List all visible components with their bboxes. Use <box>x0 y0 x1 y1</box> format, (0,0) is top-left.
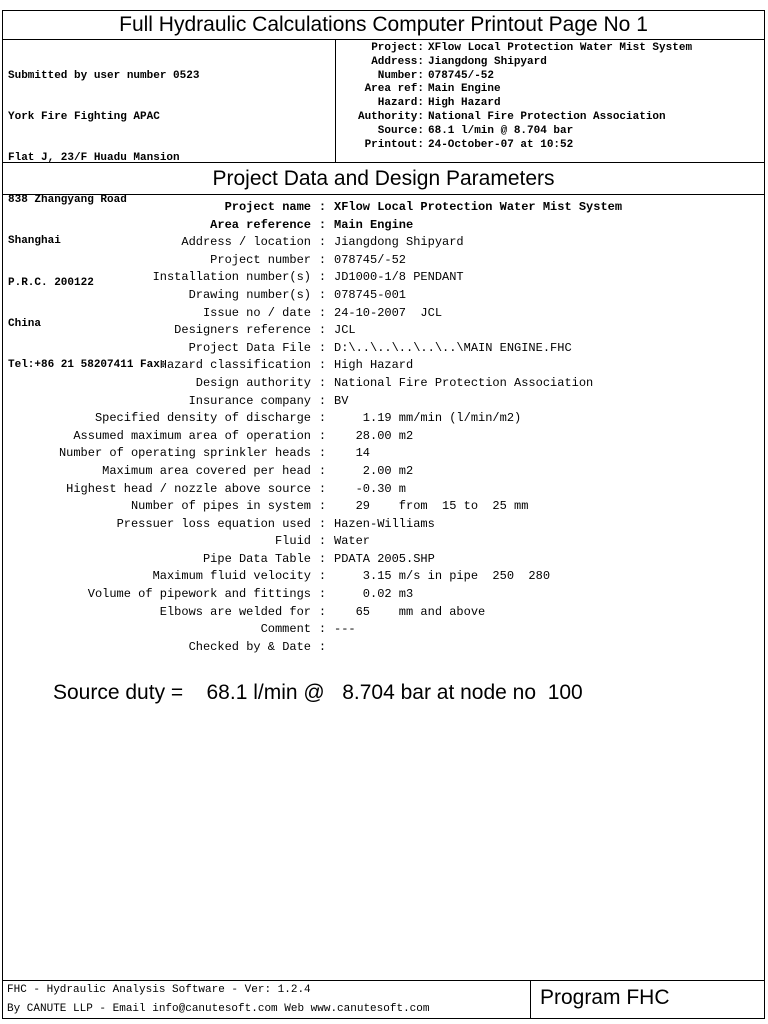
parameter-separator: : <box>318 551 327 566</box>
parameter-row <box>3 463 764 481</box>
project-info-value: 24-October-07 at 10:52 <box>428 138 574 151</box>
submitter-line: Flat J, 23/F Huadu Mansion <box>8 152 180 165</box>
parameter-separator: : <box>318 499 327 514</box>
parameter-separator: : <box>318 393 327 408</box>
program-label: Program FHC <box>540 986 670 1009</box>
parameter-separator: : <box>318 200 327 214</box>
parameter-separator: : <box>318 481 327 496</box>
parameter-row <box>3 252 764 270</box>
parameter-row <box>3 533 764 551</box>
parameter-value: Water <box>334 534 371 549</box>
parameter-value: PDATA 2005.SHP <box>334 551 435 566</box>
parameter-label: Elbows are welded for <box>159 604 311 619</box>
parameter-row <box>3 445 764 463</box>
project-info-value: National Fire Protection Association <box>428 110 666 123</box>
parameter-label: Maximum fluid velocity <box>152 569 311 584</box>
parameter-value: BV <box>334 393 349 408</box>
parameter-label: Design authority <box>195 375 311 390</box>
parameter-separator: : <box>318 604 327 619</box>
parameter-separator: : <box>318 446 327 461</box>
parameter-value: Hazen-Williams <box>334 516 435 531</box>
parameter-separator: : <box>318 411 327 426</box>
printout-page <box>2 10 765 1019</box>
parameter-label: Specified density of discharge <box>94 411 311 426</box>
parameter-label: Pressuer loss equation used <box>116 516 311 531</box>
parameter-label: Address / location <box>181 235 311 250</box>
parameter-row <box>3 621 764 639</box>
project-info-row <box>336 97 764 111</box>
parameter-value: 078745/-52 <box>334 252 407 267</box>
parameter-label: Assumed maximum area of operation <box>73 428 311 443</box>
parameter-separator: : <box>318 569 327 584</box>
parameter-value: 14 <box>334 446 371 461</box>
parameter-value: --- <box>334 622 356 637</box>
parameter-separator: : <box>318 323 327 338</box>
submitter-line: York Fire Fighting APAC <box>8 110 160 123</box>
parameter-value: 65 mm and above <box>334 604 486 619</box>
project-info-key: Source: <box>377 124 424 137</box>
parameter-value: 29 from 15 to 25 mm <box>334 499 529 514</box>
parameter-row <box>3 410 764 428</box>
parameter-separator: : <box>318 217 327 232</box>
parameter-label: Insurance company <box>188 393 311 408</box>
parameter-separator: : <box>318 305 327 320</box>
parameter-row <box>3 199 764 217</box>
parameter-value: 0.02 m3 <box>334 587 414 602</box>
submitter-line: 838 Zhangyang Road <box>8 193 127 206</box>
project-info-row <box>336 70 764 84</box>
parameter-value: Jiangdong Shipyard <box>334 235 464 250</box>
project-info-value: XFlow Local Protection Water Mist System <box>428 42 693 54</box>
footer-credits <box>3 981 531 1019</box>
project-info-row <box>336 125 764 139</box>
parameter-row <box>3 604 764 622</box>
parameter-separator: : <box>318 287 327 302</box>
parameter-separator: : <box>318 428 327 443</box>
parameter-separator: : <box>318 340 327 355</box>
page-title: Full Hydraulic Calculations Computer Printout Page No 1 <box>3 11 764 40</box>
source-duty: Source duty = 68.1 l/min @ 8.704 bar at node no 100 <box>53 681 583 704</box>
footer-line: FHC - Hydraulic Analysis Software - Ver: 1.2.4 <box>7 984 311 996</box>
parameter-row <box>3 322 764 340</box>
parameter-separator: : <box>318 587 327 602</box>
project-info-row <box>336 139 764 153</box>
submitter-line: Tel:+86 21 58207411 Fax: <box>8 359 167 372</box>
project-info-key: Address: <box>371 55 424 68</box>
submitter-line: Submitted by user number 0523 <box>8 69 200 82</box>
project-info-row <box>336 56 764 70</box>
parameter-label: Volume of pipework and fittings <box>87 587 311 602</box>
parameter-label: Fluid <box>274 534 311 549</box>
parameter-value: JCL <box>334 323 356 338</box>
parameter-label: Pipe Data Table <box>202 551 311 566</box>
parameter-value: High Hazard <box>334 358 414 373</box>
parameter-label: Number of operating sprinkler heads <box>58 446 311 461</box>
parameter-value: D:\..\..\..\..\..\MAIN ENGINE.FHC <box>334 340 572 355</box>
submitter-line: China <box>8 317 42 330</box>
project-info-row <box>336 42 764 56</box>
parameter-row <box>3 340 764 358</box>
project-info-value: Jiangdong Shipyard <box>428 55 547 68</box>
project-info-block <box>336 39 764 162</box>
parameter-label: Area reference <box>210 217 311 232</box>
footer <box>3 980 764 1019</box>
parameter-label: Drawing number(s) <box>188 287 311 302</box>
parameter-separator: : <box>318 516 327 531</box>
project-info-key: Hazard: <box>377 97 424 110</box>
parameter-value: 28.00 m2 <box>334 428 414 443</box>
project-info-row <box>336 83 764 97</box>
parameter-label: Number of pipes in system <box>130 499 311 514</box>
parameter-label: Installation number(s) <box>152 270 311 285</box>
parameter-separator: : <box>318 639 327 654</box>
parameter-row <box>3 287 764 305</box>
parameter-row <box>3 305 764 323</box>
submitter-line: P.R.C. 200122 <box>8 276 94 289</box>
parameter-row <box>3 375 764 393</box>
parameter-label: Project number <box>210 252 311 267</box>
project-info-value: 68.1 l/min @ 8.704 bar <box>428 124 574 137</box>
parameter-label: Project name <box>224 200 311 214</box>
project-info-key: Project: <box>371 42 424 54</box>
parameter-separator: : <box>318 622 327 637</box>
parameter-separator: : <box>318 235 327 250</box>
parameter-row <box>3 639 764 657</box>
parameter-row <box>3 428 764 446</box>
parameter-row <box>3 516 764 534</box>
parameter-row <box>3 269 764 287</box>
submitter-line: Shanghai <box>8 235 61 248</box>
project-info-value: 078745/-52 <box>428 69 495 82</box>
parameter-separator: : <box>318 270 327 285</box>
parameter-row <box>3 481 764 499</box>
parameter-label: Highest head / nozzle above source <box>66 481 311 496</box>
footer-line: By CANUTE LLP - Email info@canutesoft.com Web www.canutesoft.com <box>7 1003 430 1015</box>
parameter-value: 3.15 m/s in pipe 250 280 <box>334 569 551 584</box>
project-info-key: Authority: <box>357 110 424 123</box>
section-title: Project Data and Design Parameters <box>3 162 764 195</box>
project-info-key: Area ref: <box>364 83 424 96</box>
parameter-value: Main Engine <box>334 217 414 232</box>
project-info-row <box>336 111 764 125</box>
parameter-value: XFlow Local Protection Water Mist System <box>334 200 623 214</box>
parameter-separator: : <box>318 534 327 549</box>
parameter-value: 078745-001 <box>334 287 407 302</box>
parameter-row <box>3 498 764 516</box>
parameter-row <box>3 357 764 375</box>
parameter-row <box>3 393 764 411</box>
parameter-row <box>3 586 764 604</box>
project-info-value: High Hazard <box>428 97 501 110</box>
parameter-row <box>3 217 764 235</box>
parameter-row <box>3 551 764 569</box>
parameter-label: Designers reference <box>174 323 311 338</box>
parameter-separator: : <box>318 358 327 373</box>
parameter-label: Comment <box>260 622 311 637</box>
parameter-value: JD1000-1/8 PENDANT <box>334 270 464 285</box>
parameter-separator: : <box>318 375 327 390</box>
parameter-label: Checked by & Date <box>188 639 311 654</box>
parameter-label: Issue no / date <box>202 305 311 320</box>
parameter-label: Maximum area covered per head <box>102 463 311 478</box>
parameter-value <box>334 639 764 657</box>
parameter-separator: : <box>318 463 327 478</box>
parameter-value: 1.19 mm/min (l/min/m2) <box>334 411 522 426</box>
parameter-row <box>3 568 764 586</box>
parameter-value: -0.30 m <box>334 481 407 496</box>
parameter-label: Hazard classification <box>159 358 311 373</box>
parameter-label: Project Data File <box>188 340 311 355</box>
parameter-value: 2.00 m2 <box>334 463 414 478</box>
project-info-key: Number: <box>377 69 424 82</box>
parameter-value: National Fire Protection Association <box>334 375 594 390</box>
parameter-row <box>3 234 764 252</box>
parameters-table <box>3 199 764 656</box>
project-info-value: Main Engine <box>428 83 501 96</box>
parameter-separator: : <box>318 252 327 267</box>
parameter-value: 24-10-2007 JCL <box>334 305 443 320</box>
project-info-key: Printout: <box>364 138 424 151</box>
